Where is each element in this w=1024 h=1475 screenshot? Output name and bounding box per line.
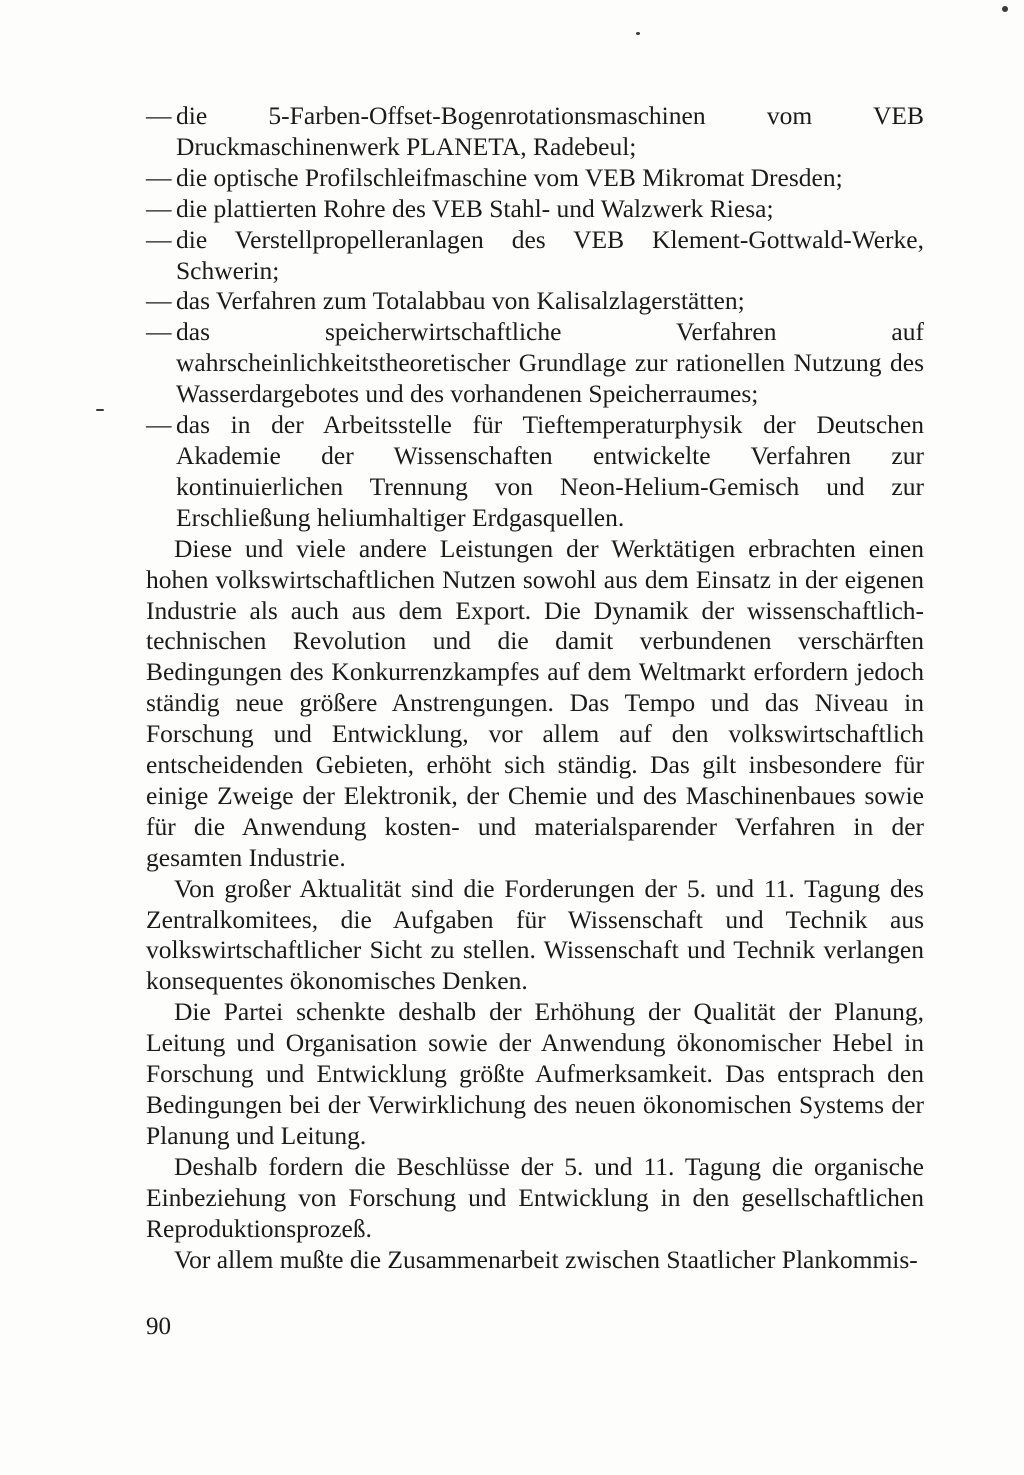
scan-speck [636,32,640,35]
list-item [146,286,924,317]
list-dash: — [146,224,172,254]
list-item [146,410,924,534]
list-item-text: die 5-Farben-Offset-Bogenrotationsmaschinen vom VEB Druckmaschinenwerk PLANETA, Radebeul; [176,101,924,161]
list-item-text: die plattierten Rohre des VEB Stahl- und Walzwerk Riesa; [176,193,774,223]
list-item [146,194,924,225]
body-paragraph: Von großer Aktualität sind die Forderungen der 5. und 11. Tagung des Zentralkomitees, die Aufgaben für Wissenschaft und Technik aus volkswirtschaftlicher Sicht zu stellen. Wissenschaft und Technik verlangen konsequentes ökonomisches Denken. [146,873,924,996]
body-paragraph: Die Partei schenkte deshalb der Erhöhung der Qualität der Planung, Leitung und Organisation sowie der Anwendung ökonomischer Hebel in Forschung und Entwicklung größte Aufmerksamkeit. Das entsprach den Bedingungen bei der Verwirklichung des neuen ökonomischen Systems der Planung und Leitung. [146,997,924,1150]
list-item [146,225,924,287]
list-dash: — [146,317,172,347]
list-item [146,101,924,163]
list-dash: — [146,162,172,192]
scan-speck [1002,6,1008,12]
list-dash: — [146,410,172,440]
scan-speck [96,409,104,411]
page-number: 90 [146,1313,171,1340]
list-dash: — [146,101,172,130]
list-item [146,317,924,410]
list-item-text: das speicherwirtschaftliche Verfahren auf wahrscheinlichkeitstheoretischer Grundlage zur rationellen Nutzung des Wasserdargebotes und des vorhandenen Speicherraumes; [176,317,924,409]
list-item-text: die optische Profilschleifmaschine vom VEB Mikromat Dresden; [176,162,843,192]
document-page [146,101,924,1275]
list-dash: — [146,193,172,223]
list-item-text: das in der Arbeitsstelle für Tieftemperaturphysik der Deutschen Akademie der Wissenschaften entwickelte Verfahren zur kontinuierlichen Trennung von Neon-Helium-Gemisch und zur Erschließung heliumhaltiger Erdgasquellen. [176,410,924,532]
list-dash: — [146,286,172,316]
bullet-list [146,101,924,534]
body-paragraph: Deshalb fordern die Beschlüsse der 5. und 11. Tagung die organische Einbeziehung von Forschung und Entwicklung in den gesellschaftlichen Reproduktionsprozeß. [146,1151,924,1243]
body-paragraph: Diese und viele andere Leistungen der Werktätigen erbrachten einen hohen volkswirtschaftlichen Nutzen sowohl aus dem Einsatz in der eigenen Industrie als auch aus dem Export. Die Dynamik der wissenschaftlich-technischen Revolution und die damit verbundenen verschärften Bedingungen des Konkurrenzkampfes auf dem Weltmarkt erfordern jedoch ständig neue größere Anstrengungen. Das Tempo und das Niveau in Forschung und Entwicklung, vor allem auf den volkswirtschaftlich entscheidenden Gebieten, erhöht sich ständig. Das gilt insbesondere für einige Zweige der Elektronik, der Chemie und des Maschinenbaues sowie für die Anwendung kosten- und materialsparender Verfahren in der gesamten Industrie. [146,533,924,872]
body-paragraph: Vor allem mußte die Zusammenarbeit zwischen Staatlicher Plankommis- [174,1244,918,1274]
list-item-text: die Verstellpropelleranlagen des VEB Klement-Gottwald-Werke, Schwerin; [176,224,924,285]
list-item [146,163,924,194]
list-item-text: das Verfahren zum Totalabbau von Kalisalzlagerstätten; [176,286,745,316]
